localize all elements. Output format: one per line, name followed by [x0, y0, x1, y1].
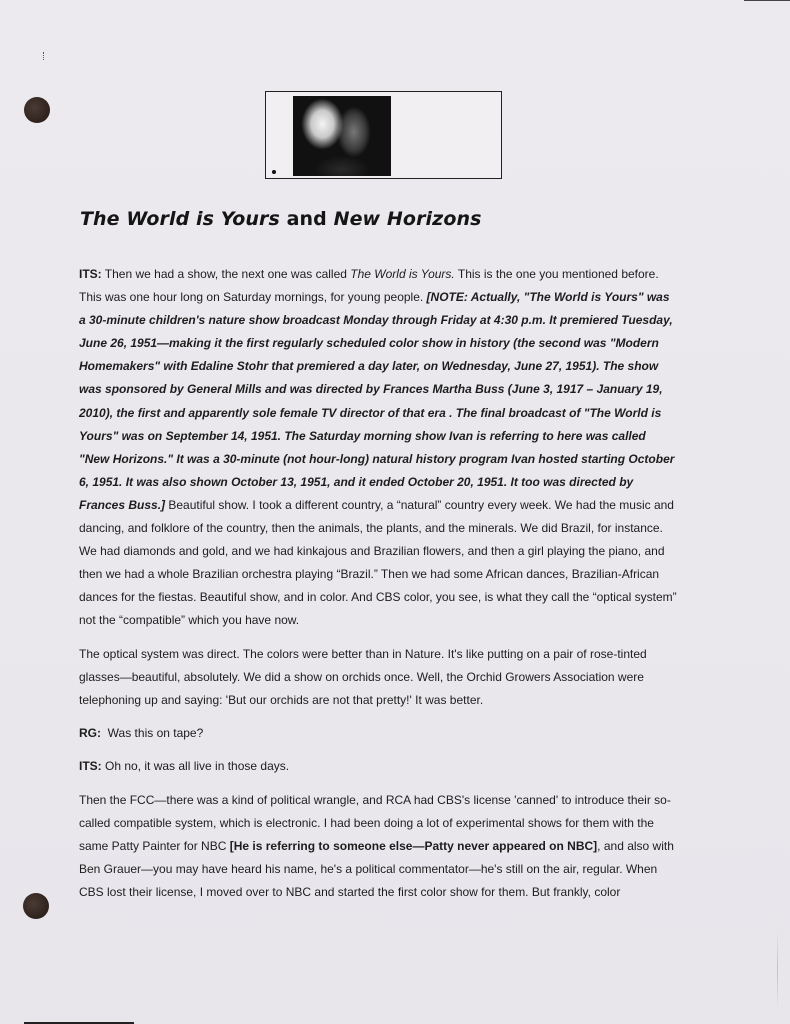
speaker-label: ITS: — [79, 759, 102, 774]
photo-frame — [265, 91, 502, 179]
heading-show-title-1: The World is Yours — [80, 208, 280, 230]
paragraph-text: , and also with Ben Grauer—you may have heard his name, he's a political commentator—he's still on the air, regular. When CBS lost their license, I moved over to NBC and started the first color show for them. But frankly, color — [79, 838, 674, 900]
bullet-dot — [272, 170, 276, 174]
show-title-italic: The World is Yours. — [350, 267, 455, 281]
portrait-photo — [293, 96, 391, 176]
paragraph-text: Then we had a show, the next one was called — [101, 267, 351, 281]
paragraph-2 — [79, 643, 679, 712]
paragraph-text: The optical system was direct. The colors were better than in Nature. It's like putting on a pair of rose-tinted glasses—beautiful, absolutely. We did a show on orchids once. Well, the Orchid Growers Association were telephoning up and saying: 'But our orchids are not that pretty!' It was better. — [79, 646, 647, 707]
top-edge-line — [744, 0, 790, 1]
paragraph-5 — [79, 789, 679, 904]
paragraph-3 — [79, 722, 679, 745]
heading-and: and — [279, 208, 334, 230]
paper-edge-mark — [777, 930, 778, 1010]
speaker-label: ITS: — [79, 267, 102, 281]
speaker-label: RG: — [79, 726, 101, 741]
paragraph-1 — [79, 263, 679, 633]
interview-body — [79, 263, 679, 914]
punch-hole-bottom — [23, 893, 49, 919]
editor-note: [NOTE: Actually, "The World is Yours" was a 30-minute children's nature show broadcast Monday through Friday at 4:30 p.m. It premiered Tuesday, June 26, 1951—making it the first regularly scheduled color show in history (the second was "Modern Homemakers" with Edaline Stohr that premiered a day later, on Wednesday, June 27, 1951). The show was sponsored by General Mills and was directed by Frances Martha Buss (June 3, 1917 – January 19, 2010), the first and apparently sole female TV director of that era . The final broadcast of "The World is Yours" was on September 14, 1951. The Saturday morning show Ivan is referring to here was called "New Horizons." It was a 30-minute (not hour-long) natural history program Ivan hosted starting October 6, 1951. It was also shown October 13, 1951, and it ended October 20, 1951. It too was directed by Frances Buss.] — [79, 290, 675, 512]
heading-show-title-2: New Horizons — [333, 208, 482, 230]
punch-hole-top — [24, 97, 50, 123]
paragraph-text: Then the FCC—there was a kind of political wrangle, and RCA had CBS's license 'canned' to introduce their so-called compatible system, which is electronic. I had been doing a lot of experimental shows for them with the same Patty Painter for NBC — [79, 792, 671, 853]
bracket-note: [He is referring to someone else—Patty never appeared on NBC] — [229, 838, 598, 853]
section-heading — [80, 208, 482, 230]
paragraph-4 — [79, 755, 679, 778]
paragraph-text: This is the one you mentioned before. This was one hour long on Saturday mornings, for young people. — [79, 267, 659, 305]
paragraph-text: Was this on tape? — [101, 726, 204, 741]
paragraph-text: Oh no, it was all live in those days. — [101, 759, 290, 774]
paper-speck — [43, 52, 46, 60]
paragraph-text: Beautiful show. I took a different country, a “natural” country every week. We had the music and dancing, and folklore of the country, then the animals, the plants, and the minerals. We did Brazil, for instance. We had diamonds and gold, and we had kinkajous and Brazilian flowers, and then a girl playing the piano, and then we had a whole Brazilian orchestra playing “Brazil.” Then we had some African dances, Brazilian-African dances for the fiestas. Beautiful show, and in color. And CBS color, you see, is what they call the “optical system” not the “compatible” which you have now. — [79, 497, 677, 628]
